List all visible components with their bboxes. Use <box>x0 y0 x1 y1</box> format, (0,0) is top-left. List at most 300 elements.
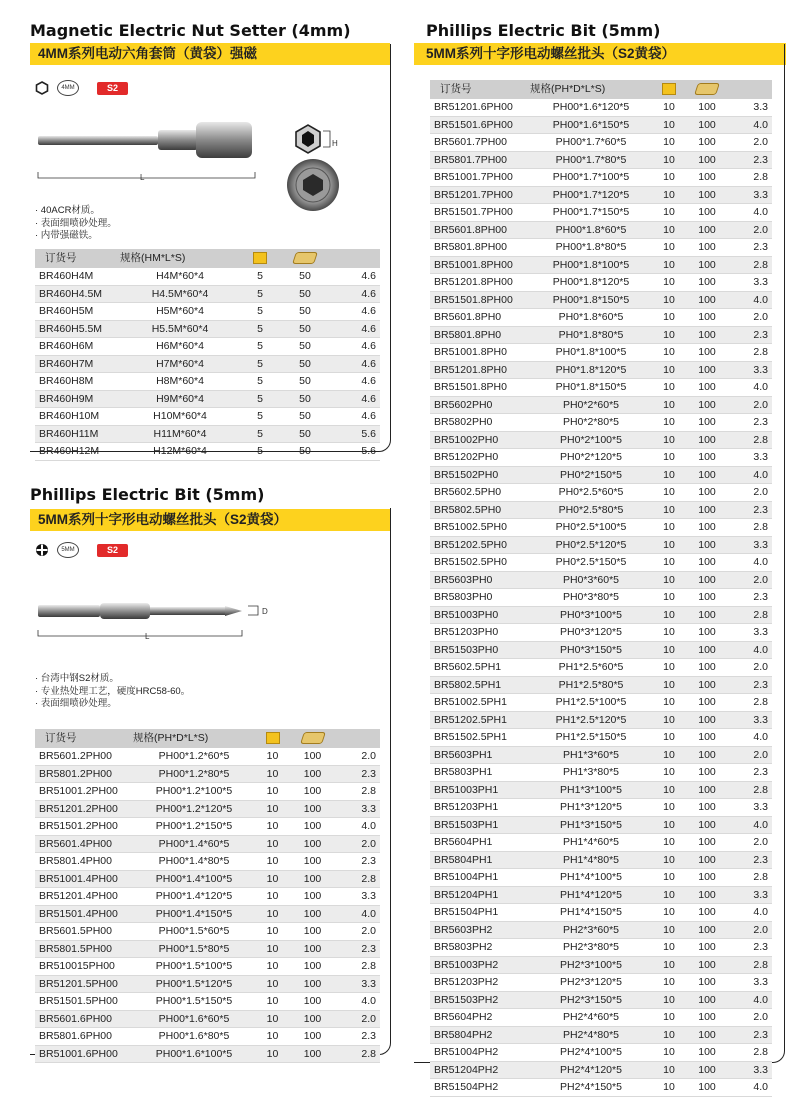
spec-cell: PH00*1.7*120*5 <box>530 186 652 204</box>
table-row <box>430 501 772 519</box>
nut-setter-table <box>35 249 380 461</box>
bag-qty-cell: 100 <box>686 99 728 116</box>
price-cell: 2.3 <box>728 676 772 694</box>
order-number-cell: BR5802PH0 <box>430 414 530 432</box>
col-spec: 规格(PH*D*L*S) <box>530 80 652 99</box>
price-cell: 4.0 <box>728 641 772 659</box>
box-qty-cell: 10 <box>255 888 290 906</box>
order-number-cell: BR5803PH2 <box>430 939 530 957</box>
price-cell: 4.6 <box>330 320 380 338</box>
order-number-cell: BR51001.2PH00 <box>35 783 133 801</box>
table-row <box>430 746 772 764</box>
box-qty-cell: 10 <box>652 396 686 414</box>
box-qty-cell: 10 <box>652 589 686 607</box>
box-qty-cell: 10 <box>652 921 686 939</box>
bag-qty-cell: 100 <box>686 344 728 362</box>
bag-qty-cell: 100 <box>686 1079 728 1097</box>
table-row <box>430 589 772 607</box>
bag-qty-cell: 100 <box>686 676 728 694</box>
box-qty-cell: 10 <box>652 974 686 992</box>
box-qty-cell: 5 <box>240 355 280 373</box>
material-badge: S2 <box>97 544 128 557</box>
box-qty-cell: 10 <box>652 991 686 1009</box>
box-qty-cell: 10 <box>652 956 686 974</box>
bag-qty-cell: 100 <box>686 396 728 414</box>
spec-cell: H4.5M*60*4 <box>120 285 240 303</box>
order-number-cell: BR5802.5PH0 <box>430 501 530 519</box>
table-row <box>430 414 772 432</box>
table-row <box>35 1010 380 1028</box>
order-number-cell: BR460H10M <box>35 408 120 426</box>
bag-qty-cell: 100 <box>290 800 335 818</box>
box-qty-cell: 10 <box>652 99 686 116</box>
bag-qty-cell: 100 <box>686 151 728 169</box>
box-qty-cell: 10 <box>652 729 686 747</box>
table-row <box>430 326 772 344</box>
price-cell: 2.8 <box>728 431 772 449</box>
table-row <box>35 373 380 391</box>
box-qty-cell: 5 <box>240 425 280 443</box>
order-number-cell: BR5801.6PH00 <box>35 1028 133 1046</box>
spec-cell: PH0*3*100*5 <box>530 606 652 624</box>
box-qty-cell: 10 <box>652 449 686 467</box>
price-cell: 4.6 <box>330 408 380 426</box>
order-number-cell: BR51502.5PH0 <box>430 554 530 572</box>
bag-qty-cell: 100 <box>686 571 728 589</box>
bag-qty-cell: 100 <box>686 606 728 624</box>
spec-cell: PH1*2.5*120*5 <box>530 711 652 729</box>
order-number-cell: BR51501.4PH00 <box>35 905 133 923</box>
price-cell: 4.6 <box>330 373 380 391</box>
price-cell: 4.0 <box>728 116 772 134</box>
spec-cell: PH2*4*60*5 <box>530 1009 652 1027</box>
spec-cell: PH0*2*150*5 <box>530 466 652 484</box>
order-number-cell: BR5602.5PH0 <box>430 484 530 502</box>
box-qty-cell: 10 <box>255 975 290 993</box>
price-cell: 3.3 <box>335 800 380 818</box>
col-spec: 规格(PH*D*L*S) <box>133 729 255 748</box>
price-cell: 2.0 <box>728 746 772 764</box>
table-row <box>430 816 772 834</box>
bag-qty-cell: 100 <box>686 729 728 747</box>
price-cell: 2.8 <box>335 958 380 976</box>
table-row <box>430 169 772 187</box>
bag-qty-cell: 100 <box>686 816 728 834</box>
price-cell: 2.8 <box>335 783 380 801</box>
price-cell: 2.0 <box>728 1009 772 1027</box>
bag-qty-cell: 100 <box>290 905 335 923</box>
spec-cell: PH00*1.6*100*5 <box>133 1045 255 1063</box>
table-header <box>430 80 772 99</box>
order-number-cell: BR460H9M <box>35 390 120 408</box>
box-qty-cell: 10 <box>652 764 686 782</box>
table-row <box>430 659 772 677</box>
order-number-cell: BR5804PH2 <box>430 1026 530 1044</box>
bag-qty-cell: 100 <box>290 818 335 836</box>
size-badge: 5MM <box>57 542 79 558</box>
box-qty-cell: 10 <box>652 1009 686 1027</box>
box-qty-cell: 10 <box>652 799 686 817</box>
note-item: · 表面细喷砂处理。 <box>35 217 117 229</box>
box-qty-cell: 10 <box>652 169 686 187</box>
price-cell: 3.3 <box>728 186 772 204</box>
order-number-cell: BR51004PH2 <box>430 1044 530 1062</box>
order-number-cell: BR5801.8PH00 <box>430 239 530 257</box>
bag-qty-cell: 100 <box>686 1009 728 1027</box>
box-qty-cell: 10 <box>652 414 686 432</box>
price-cell: 5.6 <box>330 425 380 443</box>
nut-setter-notes <box>35 205 117 243</box>
table-row <box>430 1061 772 1079</box>
box-qty-cell: 10 <box>652 274 686 292</box>
table-row <box>35 888 380 906</box>
order-number-cell: BR51501.8PH0 <box>430 379 530 397</box>
spec-cell: PH00*1.8*150*5 <box>530 291 652 309</box>
box-qty-cell: 10 <box>652 116 686 134</box>
phillips-left-subtitle: 5MM系列十字形电动螺丝批头（S2黄袋） <box>30 509 390 531</box>
table-row <box>430 116 772 134</box>
col-box-qty <box>652 80 686 99</box>
bag-qty-cell: 100 <box>686 326 728 344</box>
spec-cell: PH00*1.4*150*5 <box>133 905 255 923</box>
spec-cell: PH00*1.5*100*5 <box>133 958 255 976</box>
spec-cell: PH0*1.8*150*5 <box>530 379 652 397</box>
spec-cell: PH2*4*100*5 <box>530 1044 652 1062</box>
spec-cell: PH1*3*80*5 <box>530 764 652 782</box>
spec-cell: PH00*1.5*80*5 <box>133 940 255 958</box>
nut-setter-badges <box>35 80 128 96</box>
box-qty-cell: 10 <box>652 571 686 589</box>
spec-cell: PH00*1.7*150*5 <box>530 204 652 222</box>
phillips-right-subtitle: 5MM系列十字形电动螺丝批头（S2黄袋） <box>414 43 786 65</box>
spec-cell: PH00*1.6*60*5 <box>133 1010 255 1028</box>
dim-l-label: L <box>145 632 150 641</box>
bag-qty-cell: 100 <box>686 431 728 449</box>
bag-qty-cell: 100 <box>290 923 335 941</box>
box-qty-cell: 10 <box>652 361 686 379</box>
box-qty-cell: 10 <box>255 783 290 801</box>
order-number-cell: BR51501.2PH00 <box>35 818 133 836</box>
bag-qty-cell: 100 <box>686 939 728 957</box>
box-qty-cell: 10 <box>652 851 686 869</box>
note-item: · 表面细喷砂处理。 <box>35 698 117 709</box>
box-qty-cell: 10 <box>255 1045 290 1063</box>
price-cell: 3.3 <box>728 624 772 642</box>
dim-d-label: D <box>262 607 268 616</box>
spec-cell: PH00*1.4*120*5 <box>133 888 255 906</box>
box-qty-cell: 10 <box>652 501 686 519</box>
price-cell: 2.0 <box>728 484 772 502</box>
price-cell: 4.0 <box>728 816 772 834</box>
table-row <box>430 431 772 449</box>
box-qty-cell: 10 <box>652 379 686 397</box>
order-number-cell: BR5604PH2 <box>430 1009 530 1027</box>
table-row <box>35 765 380 783</box>
box-qty-cell: 10 <box>652 711 686 729</box>
bag-qty-cell: 100 <box>686 694 728 712</box>
order-number-cell: BR51001.8PH0 <box>430 344 530 362</box>
price-cell: 2.8 <box>728 344 772 362</box>
price-cell: 2.3 <box>728 764 772 782</box>
order-number-cell: BR5601.4PH00 <box>35 835 133 853</box>
table-row <box>430 274 772 292</box>
order-number-cell: BR460H4M <box>35 268 120 285</box>
order-number-cell: BR51202PH0 <box>430 449 530 467</box>
order-number-cell: BR51501.8PH00 <box>430 291 530 309</box>
spec-cell: PH00*1.6*150*5 <box>530 116 652 134</box>
price-cell: 2.3 <box>728 589 772 607</box>
box-qty-cell: 10 <box>255 1010 290 1028</box>
table-row <box>35 905 380 923</box>
box-qty-cell: 10 <box>652 624 686 642</box>
bag-qty-cell: 50 <box>280 443 330 461</box>
box-qty-cell: 10 <box>652 676 686 694</box>
box-qty-cell: 5 <box>240 443 280 461</box>
order-number-cell: BR5603PH1 <box>430 746 530 764</box>
bag-qty-cell: 100 <box>686 221 728 239</box>
bag-qty-cell: 100 <box>686 974 728 992</box>
material-badge: S2 <box>97 82 128 95</box>
table-row <box>430 519 772 537</box>
bag-qty-cell: 100 <box>686 484 728 502</box>
bag-qty-cell: 100 <box>686 186 728 204</box>
box-qty-cell: 10 <box>652 519 686 537</box>
spec-cell: PH2*4*150*5 <box>530 1079 652 1097</box>
box-qty-cell: 10 <box>652 746 686 764</box>
bag-qty-cell: 100 <box>686 501 728 519</box>
table-row <box>430 676 772 694</box>
table-row <box>430 256 772 274</box>
phillips-left-table <box>35 729 380 1063</box>
table-row <box>35 870 380 888</box>
bags-icon <box>292 252 318 264</box>
price-cell: 4.0 <box>728 204 772 222</box>
table-row <box>430 851 772 869</box>
order-number-cell: BR51503PH0 <box>430 641 530 659</box>
phillips-left-notes <box>35 673 190 711</box>
table-row <box>430 904 772 922</box>
table-row <box>430 939 772 957</box>
order-number-cell: BR5803PH0 <box>430 589 530 607</box>
bag-qty-cell: 100 <box>686 274 728 292</box>
bag-qty-cell: 100 <box>686 466 728 484</box>
price-cell: 2.8 <box>728 519 772 537</box>
order-number-cell: BR51202.5PH0 <box>430 536 530 554</box>
order-number-cell: BR51201.6PH00 <box>430 99 530 116</box>
table-row <box>430 1079 772 1097</box>
bag-qty-cell: 100 <box>686 256 728 274</box>
spec-cell: PH1*4*100*5 <box>530 869 652 887</box>
price-cell: 3.3 <box>728 536 772 554</box>
box-qty-cell: 10 <box>255 940 290 958</box>
nut-setter-subtitle: 4MM系列电动六角套筒（黄袋）强磁 <box>30 43 390 65</box>
box-qty-cell: 10 <box>652 431 686 449</box>
price-cell: 2.0 <box>728 221 772 239</box>
box-qty-cell: 5 <box>240 303 280 321</box>
dim-h-label: H <box>332 139 338 148</box>
price-cell: 2.0 <box>728 396 772 414</box>
price-cell: 2.8 <box>335 1045 380 1063</box>
box-qty-cell: 10 <box>652 834 686 852</box>
bag-qty-cell: 100 <box>686 781 728 799</box>
box-qty-cell: 10 <box>652 904 686 922</box>
box-qty-cell: 10 <box>652 466 686 484</box>
table-row <box>35 993 380 1011</box>
bag-qty-cell: 100 <box>686 169 728 187</box>
price-cell: 4.6 <box>330 285 380 303</box>
box-qty-cell: 10 <box>255 923 290 941</box>
bag-qty-cell: 100 <box>686 886 728 904</box>
phillips-bit-illustration <box>30 590 290 650</box>
bag-qty-cell: 100 <box>686 536 728 554</box>
order-number-cell: BR5601.5PH00 <box>35 923 133 941</box>
price-cell: 2.0 <box>335 923 380 941</box>
box-qty-cell: 10 <box>255 993 290 1011</box>
order-number-cell: BR51203PH1 <box>430 799 530 817</box>
order-number-cell: BR5801.4PH00 <box>35 853 133 871</box>
table-row <box>35 923 380 941</box>
box-qty-cell: 10 <box>652 659 686 677</box>
table-row <box>35 355 380 373</box>
table-row <box>35 940 380 958</box>
order-number-cell: BR460H7M <box>35 355 120 373</box>
price-cell: 3.3 <box>728 449 772 467</box>
bag-qty-cell: 100 <box>686 589 728 607</box>
bag-qty-cell: 100 <box>290 765 335 783</box>
table-row <box>430 834 772 852</box>
table-row <box>35 818 380 836</box>
spec-cell: PH0*2.5*100*5 <box>530 519 652 537</box>
bag-qty-cell: 50 <box>280 408 330 426</box>
spec-cell: H4M*60*4 <box>120 268 240 285</box>
bag-qty-cell: 100 <box>686 116 728 134</box>
price-cell: 2.0 <box>335 1010 380 1028</box>
box-qty-cell: 10 <box>652 239 686 257</box>
table-row <box>35 1028 380 1046</box>
order-number-cell: BR510015PH00 <box>35 958 133 976</box>
order-number-cell: BR460H5M <box>35 303 120 321</box>
bag-qty-cell: 100 <box>290 958 335 976</box>
spec-cell: PH00*1.6*80*5 <box>133 1028 255 1046</box>
phillips-right-title: Phillips Electric Bit (5mm) <box>426 21 661 40</box>
order-number-cell: BR51501.7PH00 <box>430 204 530 222</box>
table-row <box>35 303 380 321</box>
price-cell: 4.0 <box>335 905 380 923</box>
bag-qty-cell: 100 <box>290 940 335 958</box>
spec-cell: H5M*60*4 <box>120 303 240 321</box>
order-number-cell: BR5603PH2 <box>430 921 530 939</box>
spec-cell: PH00*1.5*60*5 <box>133 923 255 941</box>
box-qty-cell: 5 <box>240 408 280 426</box>
price-cell: 4.0 <box>728 379 772 397</box>
price-cell: 2.8 <box>728 606 772 624</box>
spec-cell: PH0*1.8*60*5 <box>530 309 652 327</box>
col-spec: 规格(HM*L*S) <box>120 249 240 268</box>
order-number-cell: BR51502.5PH1 <box>430 729 530 747</box>
order-number-cell: BR51202.5PH1 <box>430 711 530 729</box>
spec-cell: PH1*2.5*100*5 <box>530 694 652 712</box>
spec-cell: PH00*1.8*120*5 <box>530 274 652 292</box>
table-row <box>430 134 772 152</box>
order-number-cell: BR5803PH1 <box>430 764 530 782</box>
col-bag-qty <box>686 80 728 99</box>
box-qty-cell: 5 <box>240 390 280 408</box>
spec-cell: PH00*1.4*60*5 <box>133 835 255 853</box>
box-qty-cell: 10 <box>652 186 686 204</box>
price-cell: 2.3 <box>728 326 772 344</box>
table-row <box>430 729 772 747</box>
bag-qty-cell: 50 <box>280 320 330 338</box>
box-qty-cell: 10 <box>652 221 686 239</box>
box-qty-cell: 10 <box>652 1044 686 1062</box>
table-row <box>430 869 772 887</box>
bag-qty-cell: 100 <box>686 624 728 642</box>
price-cell: 2.0 <box>728 134 772 152</box>
price-cell: 4.6 <box>330 303 380 321</box>
order-number-cell: BR460H11M <box>35 425 120 443</box>
order-number-cell: BR51504PH2 <box>430 1079 530 1097</box>
bag-qty-cell: 100 <box>686 659 728 677</box>
box-qty-cell: 10 <box>652 1061 686 1079</box>
box-qty-cell: 10 <box>652 484 686 502</box>
order-number-cell: BR5601.7PH00 <box>430 134 530 152</box>
spec-cell: PH1*3*150*5 <box>530 816 652 834</box>
table-row <box>430 799 772 817</box>
price-cell: 2.3 <box>335 940 380 958</box>
price-cell: 2.8 <box>728 169 772 187</box>
spec-cell: PH00*1.7*100*5 <box>530 169 652 187</box>
spec-cell: PH0*1.8*100*5 <box>530 344 652 362</box>
table-row <box>430 781 772 799</box>
order-number-cell: BR51204PH1 <box>430 886 530 904</box>
price-cell: 3.3 <box>728 711 772 729</box>
bag-qty-cell: 50 <box>280 285 330 303</box>
bag-qty-cell: 100 <box>686 904 728 922</box>
box-icon <box>253 252 267 264</box>
price-cell: 4.0 <box>728 466 772 484</box>
order-number-cell: BR51002.5PH0 <box>430 519 530 537</box>
box-qty-cell: 10 <box>652 641 686 659</box>
spec-cell: PH00*1.2*120*5 <box>133 800 255 818</box>
col-box-qty <box>255 729 290 748</box>
bag-qty-cell: 100 <box>290 870 335 888</box>
price-cell: 2.0 <box>335 835 380 853</box>
table-row <box>35 320 380 338</box>
spec-cell: PH2*4*80*5 <box>530 1026 652 1044</box>
col-price <box>330 249 380 268</box>
table-row <box>430 1026 772 1044</box>
bag-qty-cell: 100 <box>290 1045 335 1063</box>
box-icon <box>266 732 280 744</box>
box-qty-cell: 10 <box>652 1079 686 1097</box>
box-qty-cell: 10 <box>255 748 290 765</box>
spec-cell: PH0*2*80*5 <box>530 414 652 432</box>
bags-icon <box>300 732 326 744</box>
bag-qty-cell: 50 <box>280 425 330 443</box>
box-qty-cell: 10 <box>652 536 686 554</box>
table-row <box>35 425 380 443</box>
spec-cell: PH0*3*80*5 <box>530 589 652 607</box>
price-cell: 4.0 <box>335 818 380 836</box>
spec-cell: PH2*4*120*5 <box>530 1061 652 1079</box>
table-row <box>430 554 772 572</box>
price-cell: 4.6 <box>330 355 380 373</box>
box-qty-cell: 5 <box>240 285 280 303</box>
table-row <box>35 338 380 356</box>
box-qty-cell: 10 <box>652 151 686 169</box>
bag-qty-cell: 50 <box>280 268 330 285</box>
col-price <box>335 729 380 748</box>
